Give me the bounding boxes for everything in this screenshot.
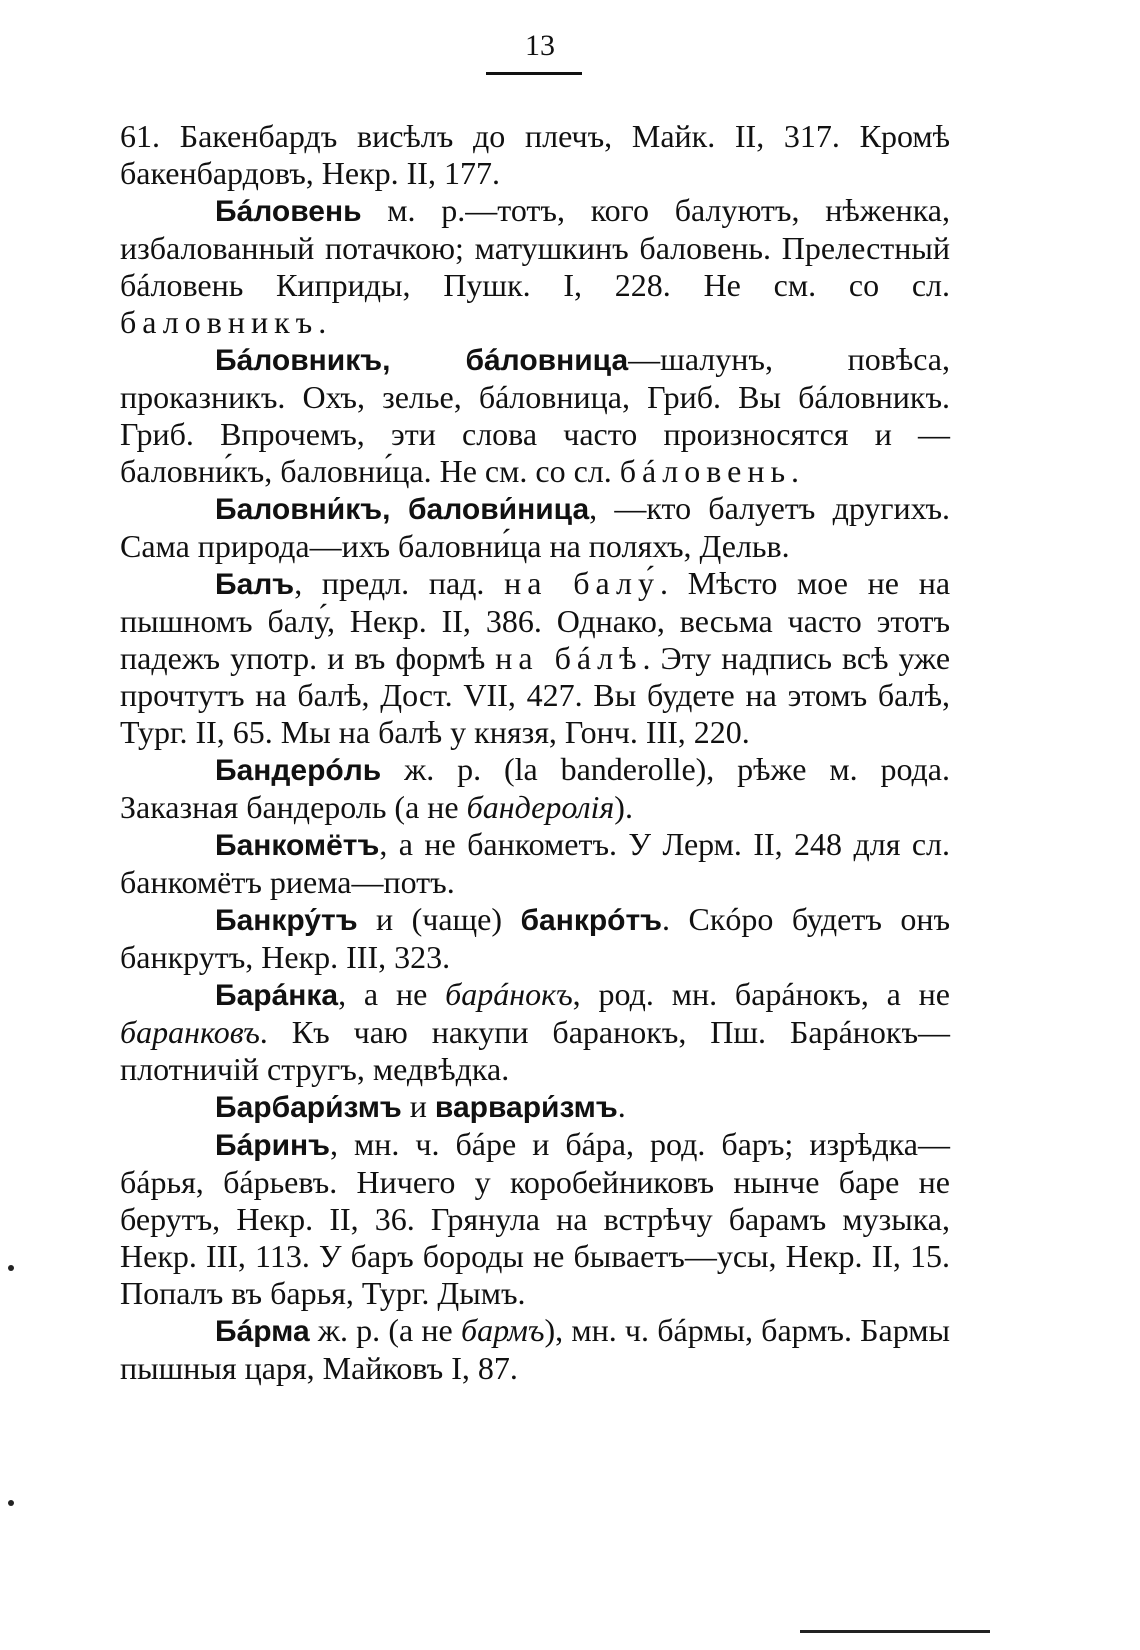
page-number-rule [486, 72, 582, 75]
italic-form: бандеролія [466, 789, 615, 825]
entry-text: —шалунъ, повѣса, проказникъ. Охъ, зелье, бáловница, Гриб. Вы бáловникъ. Гриб. Впрочемъ, эти слова часто произносятся и —баловни́къ, баловни́ца. Не см. со сл. [120, 341, 951, 489]
dictionary-entry [120, 826, 950, 901]
entry-text: , —кто балуетъ другихъ. Сама природа—ихъ баловни́ца на поляхъ, Дельв. [120, 490, 951, 564]
page-number: 13 [525, 29, 555, 62]
spaced-form: бáловень [619, 453, 792, 489]
headword: Бáловень [215, 195, 362, 228]
headword: Баловни́къ, балови́ница [215, 493, 590, 526]
dictionary-entry [120, 1126, 950, 1312]
margin-mark [8, 1265, 14, 1271]
dictionary-entry [120, 901, 950, 976]
headword: Бáловникъ, бáловница [215, 344, 629, 377]
headword: Бáринъ [215, 1129, 331, 1162]
headword: Бандерóль [215, 754, 382, 787]
entry-text: , а не банкометъ. У Лерм. II, 248 для сл. банкомётъ риема—потъ. [120, 826, 950, 900]
headword: Банкру́тъ [215, 904, 358, 937]
spaced-form: баловникъ [120, 304, 319, 340]
entry-text: ж. р. (а не [309, 1312, 461, 1348]
dictionary-entry [120, 490, 950, 565]
italic-form: барáнокъ [445, 976, 573, 1012]
entry-text: , мн. ч. бáре и бáра, род. баръ; изрѣдка—бáрья, бáрьевъ. Ничего у коробейниковъ нынче баре не берутъ, Некр. II, 36. Грянула на встрѣчу барамъ музыка, Некр. III, 113. У баръ бороды не бываетъ—усы, Некр. II, 15. Попалъ въ барья, Тург. Дымъ. [120, 1126, 951, 1311]
entry-text: м. р.—тотъ, кого балуютъ, нѣженка, избалованный потачкою; матушкинъ баловень. Прелестный бáловень Киприды, Пушк. I, 228. Не см. со сл. [120, 192, 950, 303]
spaced-form: на балу́ [504, 565, 660, 601]
italic-form: баранковъ [120, 1014, 260, 1050]
bottom-rule [800, 1630, 990, 1633]
headword: Балъ [215, 568, 295, 601]
entry-text: . Скóро будетъ онъ банкрутъ, Некр. III, 323. [120, 901, 951, 975]
entry-text: . [791, 453, 800, 489]
entry-text: , предл. пад. [294, 565, 505, 601]
headword: Барбари́змъ [215, 1091, 402, 1124]
entry-text: ). [614, 789, 633, 825]
headword: варвари́змъ [434, 1091, 618, 1124]
dictionary-text [120, 118, 950, 1387]
headword: Бáрма [215, 1315, 310, 1348]
entry-text: . [617, 1088, 626, 1124]
entry-text: ), мн. ч. бáрмы, бармъ. Бармы пышныя царя, Майковъ I, 87. [120, 1312, 951, 1386]
entry-text: 61. Бакенбардъ висѣлъ до плечъ, Майк. II, 317. Кромѣ бакенбардовъ, Некр. II, 177. [120, 118, 950, 191]
entry-text: . Къ чаю накупи баранокъ, Пш. Барáнокъ—плотничій стругъ, медвѣдка. [120, 1014, 950, 1087]
entry-text: и (чаще) [357, 901, 521, 937]
italic-form: бармъ [460, 1312, 545, 1348]
spaced-form: на бáлѣ [495, 640, 643, 676]
dictionary-entry [120, 118, 950, 192]
dictionary-entry [120, 192, 950, 341]
dictionary-entry [120, 976, 950, 1088]
dictionary-entry [120, 1312, 950, 1387]
dictionary-entry [120, 565, 950, 751]
entry-text: , а не [338, 976, 446, 1012]
dictionary-entry [120, 341, 950, 490]
headword: Барáнка [215, 979, 339, 1012]
entry-text: , род. мн. барáнокъ, а не [572, 976, 951, 1012]
entry-text: и [401, 1088, 435, 1124]
entry-text: ж. р. (la banderolle), рѣже м. рода. Заказная бандероль (а не [120, 751, 950, 825]
entry-text: . Эту надпись всѣ уже прочтутъ на балѣ, Дост. VII, 427. Вы будете на этомъ балѣ, Тург. II, 65. Мы на балѣ у князя, Гонч. III, 220. [120, 640, 951, 750]
margin-mark [8, 1500, 14, 1506]
headword: банкрóтъ [520, 904, 663, 937]
entry-text: . [318, 304, 327, 340]
dictionary-entry [120, 751, 950, 826]
headword: Банкомётъ [215, 829, 380, 862]
entry-text: . Мѣсто мое не на пышномъ балу́, Некр. II, 386. Однако, весьма часто этотъ падежъ употр. и въ формѣ [120, 565, 951, 676]
dictionary-entry [120, 1088, 950, 1126]
